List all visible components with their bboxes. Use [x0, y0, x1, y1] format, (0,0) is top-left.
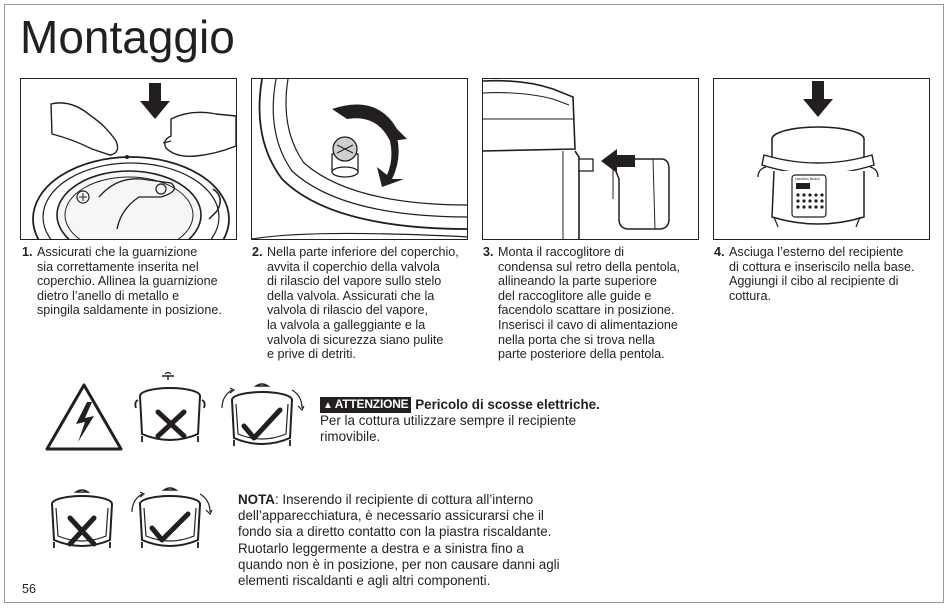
step-2-line: e prive di detriti.: [267, 347, 356, 362]
step-2-line: Nella parte inferiore del coperchio,: [267, 245, 459, 259]
step-3-line: parte posteriore della pentola.: [498, 347, 665, 362]
step-3-line: facendolo scattare in posizione.: [498, 303, 675, 318]
note-line: fondo sia a diretto contatto con la piastra riscaldante.: [238, 524, 552, 540]
insert-pot-illustration: [714, 79, 930, 240]
warning-line: Per la cottura utilizzare sempre il recipiente: [320, 413, 577, 428]
step-2-line: avvita il coperchio della valvola: [267, 259, 440, 274]
step-1-line: sia correttamente inserita nel: [37, 259, 199, 274]
step-2-line: della valvola. Assicurati che la: [267, 288, 435, 303]
step-3-number: 3.: [483, 245, 494, 259]
warning-triangle-icon: ▲: [323, 400, 333, 411]
step-2-line: valvola di sicurezza siano pulite: [267, 332, 444, 347]
step-3-illustration: [482, 78, 699, 240]
step-2-line: di rilascio del vapore sullo stelo: [267, 274, 442, 289]
note-line: dell’apparecchiatura, è necessario assicurarsi che il: [238, 508, 544, 524]
step-4-number: 4.: [714, 245, 725, 259]
warning-heading: Pericolo di scosse elettriche.: [415, 397, 600, 412]
step-4-line: Asciuga l’esterno del recipiente: [729, 245, 904, 259]
step-3-line: condensa sul retro della pentola,: [498, 259, 681, 274]
electric-shock-warning: [320, 397, 640, 445]
step-2-line: valvola di rilascio del vapore,: [267, 303, 429, 318]
step-1-line: Assicurati che la guarnizione: [37, 245, 198, 259]
note-line: quando non è in posizione, per non causare danni agli: [238, 556, 560, 572]
valve-cap-install-illustration: [252, 79, 468, 240]
step-3-line: del raccoglitore alle guide e: [498, 288, 652, 303]
pot-tilted-x-icon: [44, 488, 120, 558]
note-line: elementi riscaldanti e agli altri componenti.: [238, 573, 491, 589]
step-1-illustration: [20, 78, 237, 240]
step-1-line: spingila saldamente in posizione.: [37, 303, 222, 318]
step-4-line: di cottura e inseriscilo nella base.: [729, 259, 915, 274]
step-3-line: Monta il raccoglitore di: [498, 245, 624, 259]
warning-line: rimovibile.: [320, 429, 381, 444]
step-3-line: nella porta che si trova nella: [498, 332, 655, 347]
note-label: NOTA: [238, 492, 275, 507]
step-4-illustration: [713, 78, 930, 240]
page-number: 56: [22, 582, 36, 596]
condensation-collector-illustration: [483, 79, 699, 240]
electric-shock-warning-icon: [44, 382, 124, 452]
attention-badge-label: ATTENZIONE: [334, 397, 409, 411]
step-2-line: la valvola a galleggiante e la: [267, 317, 426, 332]
step-1-number: 1.: [22, 245, 33, 259]
pot-without-inner-pot-x-icon: [134, 372, 210, 452]
attention-badge: [320, 397, 411, 413]
step-4-line: Aggiungi il cibo al recipiente di: [729, 274, 899, 289]
note-line: Ruotarlo leggermente a destra e a sinistra fino a: [238, 540, 524, 556]
gasket-install-illustration: [21, 79, 237, 240]
note-block: [238, 492, 598, 589]
step-4-line: cottura.: [729, 288, 771, 303]
step-1-line: dietro l’anello di metallo e: [37, 288, 180, 303]
step-3-line: allineando la parte superiore: [498, 274, 657, 289]
pot-with-inner-pot-check-icon: [218, 382, 308, 454]
step-3-line: Inserisci il cavo di alimentazione: [498, 317, 678, 332]
pot-rotated-check-icon: [126, 484, 216, 556]
step-1-line: coperchio. Allinea la guarnizione: [37, 274, 218, 289]
note-line: : Inserendo il recipiente di cottura all’interno: [274, 492, 534, 507]
step-2-illustration: [251, 78, 468, 240]
brand-label: Hamilton Beach: [795, 177, 820, 181]
step-2-number: 2.: [252, 245, 263, 259]
page-title: Montaggio: [20, 11, 235, 63]
